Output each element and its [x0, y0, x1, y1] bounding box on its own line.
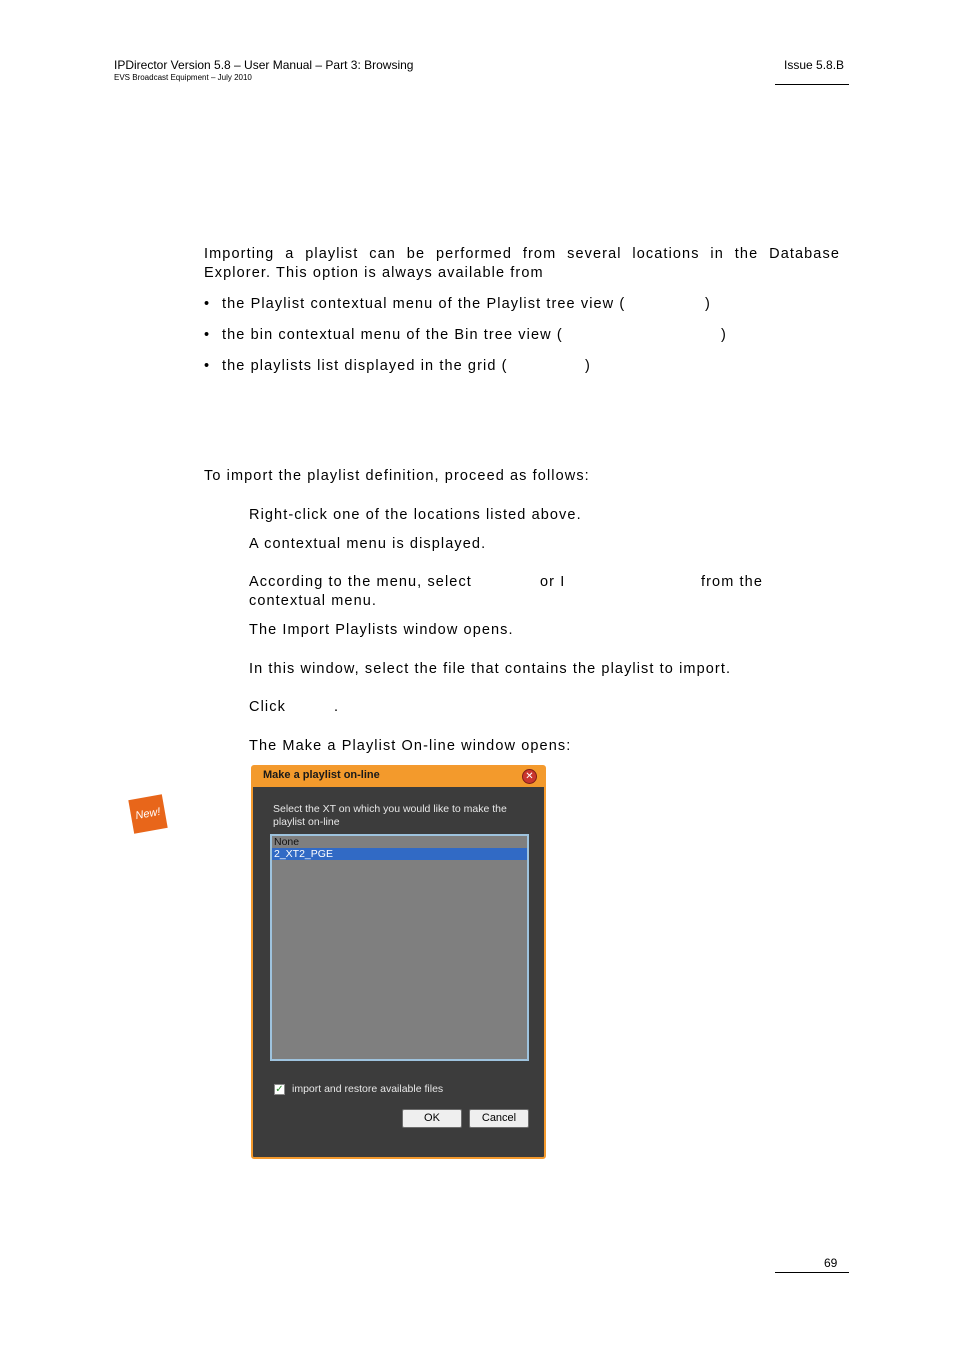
bullet-text-end: ) — [705, 296, 711, 312]
new-badge: New! — [128, 794, 167, 833]
step-4-result: The Make a Playlist On-line window opens: — [249, 738, 572, 754]
list-item-selected[interactable]: 2_XT2_PGE — [272, 848, 527, 860]
step-4-part-a: Click — [249, 699, 286, 715]
header-title: IPDirector Version 5.8 – User Manual – Part 3: Browsing — [114, 58, 414, 72]
procedure-intro: To import the playlist definition, proceed as follows: — [204, 468, 590, 484]
step-2-part-c: from the — [701, 574, 763, 590]
step-3: In this window, select the file that contains the playlist to import. — [249, 661, 732, 677]
step-4-part-b: . — [334, 699, 340, 715]
bullet-icon: • — [204, 327, 211, 343]
header-rule — [775, 84, 849, 85]
intro-paragraph: Importing a playlist can be performed from several locations in the Database Explorer. This option is always available from — [204, 246, 840, 281]
step-2-part-b: or I — [540, 574, 566, 590]
cancel-button[interactable]: Cancel — [469, 1109, 529, 1128]
bullet-item — [204, 296, 625, 312]
make-playlist-online-dialog — [251, 765, 546, 1159]
import-restore-checkbox[interactable]: ✓ — [275, 1084, 284, 1095]
ok-button[interactable]: OK — [402, 1109, 462, 1128]
step-1: Right-click one of the locations listed above. — [249, 507, 582, 523]
bullet-icon: • — [204, 358, 211, 374]
dialog-title-bar — [253, 767, 544, 787]
step-2-result: The Import Playlists window opens. — [249, 622, 514, 638]
xt-list[interactable] — [270, 834, 529, 1061]
checkbox-label: import and restore available files — [292, 1083, 444, 1095]
bullet-icon: • — [204, 296, 211, 312]
bullet-item — [204, 327, 563, 343]
bullet-text: the playlists list displayed in the grid ( — [222, 358, 508, 374]
page-number: 69 — [824, 1256, 838, 1270]
list-item[interactable]: None — [274, 836, 300, 848]
bullet-text-end: ) — [585, 358, 591, 374]
close-icon[interactable]: ✕ — [522, 769, 537, 784]
bullet-text-end: ) — [721, 327, 727, 343]
step-1-result: A contextual menu is displayed. — [249, 536, 487, 552]
bullet-item — [204, 358, 508, 374]
dialog-prompt: Select the XT on which you would like to make the playlist on-line — [273, 803, 507, 828]
step-2-part-a: According to the menu, select — [249, 574, 472, 590]
step-2-part-d: contextual menu. — [249, 593, 378, 609]
header-issue: Issue 5.8.B — [784, 58, 845, 72]
dialog-title: Make a playlist on-line — [263, 769, 380, 781]
header-subtitle: EVS Broadcast Equipment – July 2010 — [114, 73, 252, 82]
bullet-text: the bin contextual menu of the Bin tree view ( — [222, 327, 563, 343]
footer-rule — [775, 1272, 849, 1273]
bullet-text: the Playlist contextual menu of the Playlist tree view ( — [222, 296, 626, 312]
